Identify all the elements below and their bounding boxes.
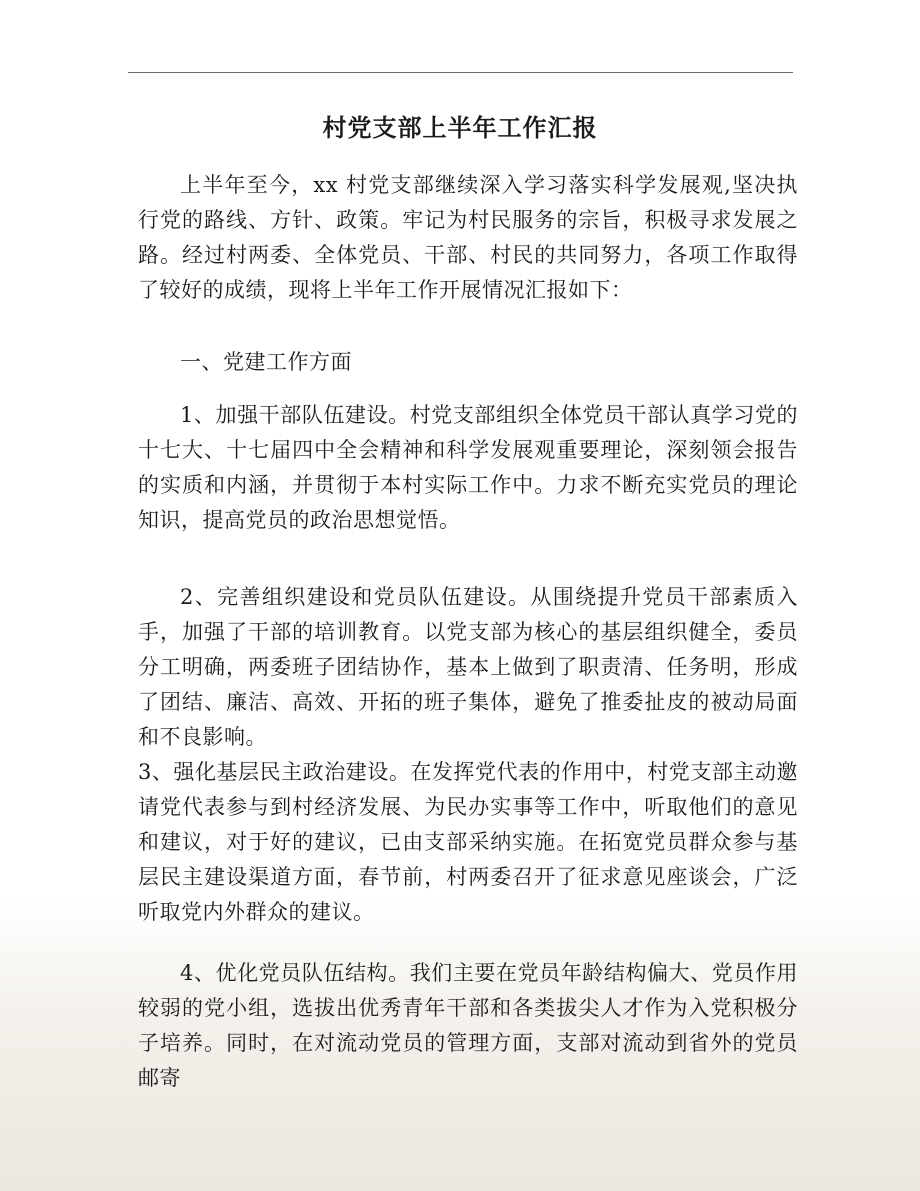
paragraph-item-4: 4、优化党员队伍结构。我们主要在党员年龄结构偏大、党员作用较弱的党小组，选拔出优秀青年干部和各类拔尖人才作为入党积极分子培养。同时，在对流动党员的管理方面，支部对流动到省外的党员邮寄 <box>138 961 798 1090</box>
item-4-block <box>138 956 798 1096</box>
paragraph-item-3: 3、强化基层民主政治建设。在发挥党代表的作用中，村党支部主动邀请党代表参与到村经济发展、为民办实事等工作中，听取他们的意见和建议，对于好的建议，已由支部采纳实施。在拓宽党员群众参与基层民主建设渠道方面，春节前，村两委召开了征求意见座谈会，广泛听取党内外群众的建议。 <box>138 760 798 924</box>
header-rule <box>128 72 793 73</box>
intro-block <box>138 168 798 308</box>
item-2-3-block <box>138 580 798 930</box>
section-heading-party-building: 一、党建工作方面 <box>180 350 352 374</box>
paragraph-item-1: 1、加强干部队伍建设。村党支部组织全体党员干部认真学习党的十七大、十七届四中全会精神和科学发展观重要理论，深刻领会报告的实质和内涵，并贯彻于本村实际工作中。力求不断充实党员的理论知识，提高党员的政治思想觉悟。 <box>138 403 798 532</box>
paragraph-item-2: 2、完善组织建设和党员队伍建设。从围绕提升党员干部素质入手，加强了干部的培训教育。以党支部为核心的基层组织健全，委员分工明确，两委班子团结协作，基本上做到了职责清、任务明，形成了团结、廉洁、高效、开拓的班子集体，避免了推委扯皮的被动局面和不良影响。 <box>138 585 798 749</box>
section-heading-block <box>138 345 798 380</box>
item-1-block <box>138 398 798 538</box>
document-title: 村党支部上半年工作汇报 <box>322 113 598 142</box>
paragraph-intro: 上半年至今，xx 村党支部继续深入学习落实科学发展观,坚决执行党的路线、方针、政策。牢记为村民服务的宗旨，积极寻求发展之路。经过村两委、全体党员、干部、村民的共同努力，各项工作取得了较好的成绩，现将上半年工作开展情况汇报如下： <box>138 173 798 302</box>
